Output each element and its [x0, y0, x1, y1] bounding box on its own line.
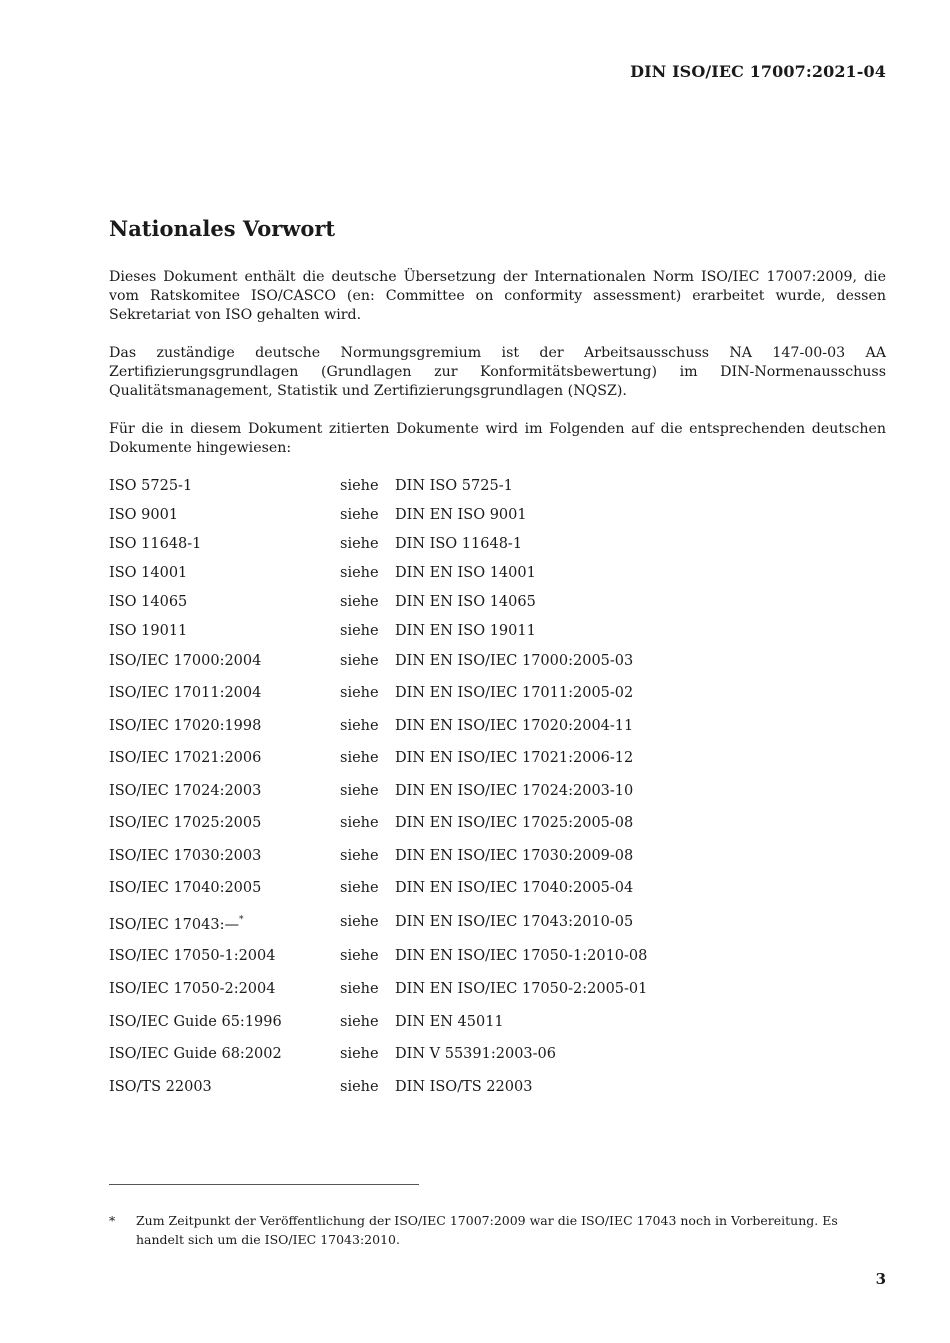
din-reference: DIN EN ISO/IEC 17050-1:2010-08 — [395, 948, 648, 964]
iso-reference: ISO 14001 — [109, 565, 188, 581]
see-label: siehe — [340, 653, 379, 669]
see-label: siehe — [340, 685, 379, 701]
iso-reference-text: ISO/IEC 17043:— — [109, 917, 239, 933]
footnote-marker: * — [238, 915, 244, 925]
iso-reference: ISO/IEC 17024:2003 — [109, 783, 262, 799]
din-reference: DIN ISO/TS 22003 — [395, 1079, 533, 1095]
din-reference: DIN EN ISO/IEC 17043:2010-05 — [395, 914, 634, 930]
see-label: siehe — [340, 536, 379, 552]
see-label: siehe — [340, 1079, 379, 1095]
footnote-text: Zum Zeitpunkt der Veröffentlichung der ISO/IEC 17007:2009 war die ISO/IEC 17043 noch in Vorbereitung. Es handelt sich um die ISO/IEC 17043:2010. — [136, 1213, 838, 1247]
din-reference: DIN EN ISO 9001 — [395, 507, 527, 523]
din-reference: DIN EN ISO/IEC 17024:2003-10 — [395, 783, 634, 799]
page-number: 3 — [875, 1270, 886, 1288]
see-label: siehe — [340, 478, 379, 494]
paragraph: Dieses Dokument enthält die deutsche Übersetzung der Internationalen Norm ISO/IEC 17007:2009, die vom Ratskomitee ISO/CASCO (en: Committee on conformity assessment) erarbeitet wurde, dessen Sekretariat von ISO gehalten wird. — [109, 269, 886, 323]
din-reference: DIN EN ISO/IEC 17025:2005-08 — [395, 815, 634, 831]
iso-reference: ISO/IEC 17011:2004 — [109, 685, 262, 701]
see-label: siehe — [340, 750, 379, 766]
see-label: siehe — [340, 880, 379, 896]
see-label: siehe — [340, 815, 379, 831]
iso-reference: ISO/IEC 17040:2005 — [109, 880, 262, 896]
iso-reference: ISO 19011 — [109, 623, 188, 639]
din-reference: DIN EN ISO/IEC 17050-2:2005-01 — [395, 981, 648, 997]
iso-reference: ISO/IEC 17030:2003 — [109, 848, 262, 864]
iso-reference: ISO/IEC 17050-1:2004 — [109, 948, 276, 964]
din-reference: DIN EN ISO/IEC 17020:2004-11 — [395, 718, 634, 734]
din-reference: DIN EN ISO/IEC 17011:2005-02 — [395, 685, 634, 701]
see-label: siehe — [340, 1014, 379, 1030]
iso-reference: ISO/TS 22003 — [109, 1079, 212, 1095]
iso-reference: ISO 5725-1 — [109, 478, 193, 494]
iso-reference: ISO/IEC 17050-2:2004 — [109, 981, 276, 997]
din-reference: DIN V 55391:2003-06 — [395, 1046, 556, 1062]
footnote-separator — [109, 1184, 419, 1185]
din-reference: DIN EN ISO/IEC 17040:2005-04 — [395, 880, 634, 896]
iso-reference: ISO 14065 — [109, 594, 188, 610]
footnote-marker: * — [109, 1213, 116, 1228]
din-reference: DIN EN 45011 — [395, 1014, 504, 1030]
see-label: siehe — [340, 783, 379, 799]
iso-reference: ISO/IEC Guide 68:2002 — [109, 1046, 282, 1062]
din-reference: DIN ISO 11648-1 — [395, 536, 523, 552]
iso-reference: ISO 9001 — [109, 507, 179, 523]
iso-reference: ISO/IEC 17025:2005 — [109, 815, 262, 831]
document-page — [109, 0, 886, 1343]
iso-reference: ISO/IEC Guide 65:1996 — [109, 1014, 282, 1030]
see-label: siehe — [340, 594, 379, 610]
din-reference: DIN EN ISO 14001 — [395, 565, 536, 581]
section-title: Nationales Vorwort — [109, 216, 336, 241]
footnote — [109, 1211, 886, 1249]
paragraph: Das zuständige deutsche Normungsgremium ist der Arbeitsausschuss NA 147-00-03 AA Zertifizierungsgrundlagen (Grundlagen zur Konformitätsbewertung) im DIN-Normenausschuss Qualitätsmanagement, Statistik und Zertifizierungsgrundlagen (NQSZ). — [109, 345, 886, 399]
din-reference: DIN EN ISO/IEC 17021:2006-12 — [395, 750, 634, 766]
see-label: siehe — [340, 565, 379, 581]
paragraph: Für die in diesem Dokument zitierten Dokumente wird im Folgenden auf die entsprechenden deutschen Dokumente hingewiesen: — [109, 421, 886, 456]
see-label: siehe — [340, 948, 379, 964]
see-label: siehe — [340, 981, 379, 997]
see-label: siehe — [340, 914, 379, 930]
iso-reference: ISO 11648-1 — [109, 536, 202, 552]
iso-reference: ISO/IEC 17021:2006 — [109, 750, 262, 766]
din-reference: DIN ISO 5725-1 — [395, 478, 513, 494]
see-label: siehe — [340, 848, 379, 864]
iso-reference: ISO/IEC 17020:1998 — [109, 718, 262, 734]
foreword-paragraphs — [109, 268, 886, 477]
see-label: siehe — [340, 718, 379, 734]
din-reference: DIN EN ISO/IEC 17000:2005-03 — [395, 653, 634, 669]
din-reference: DIN EN ISO/IEC 17030:2009-08 — [395, 848, 634, 864]
document-id: DIN ISO/IEC 17007:2021-04 — [630, 62, 886, 81]
iso-reference: ISO/IEC 17000:2004 — [109, 653, 262, 669]
see-label: siehe — [340, 1046, 379, 1062]
iso-reference — [109, 915, 243, 935]
din-reference: DIN EN ISO 14065 — [395, 594, 536, 610]
see-label: siehe — [340, 623, 379, 639]
see-label: siehe — [340, 507, 379, 523]
din-reference: DIN EN ISO 19011 — [395, 623, 536, 639]
